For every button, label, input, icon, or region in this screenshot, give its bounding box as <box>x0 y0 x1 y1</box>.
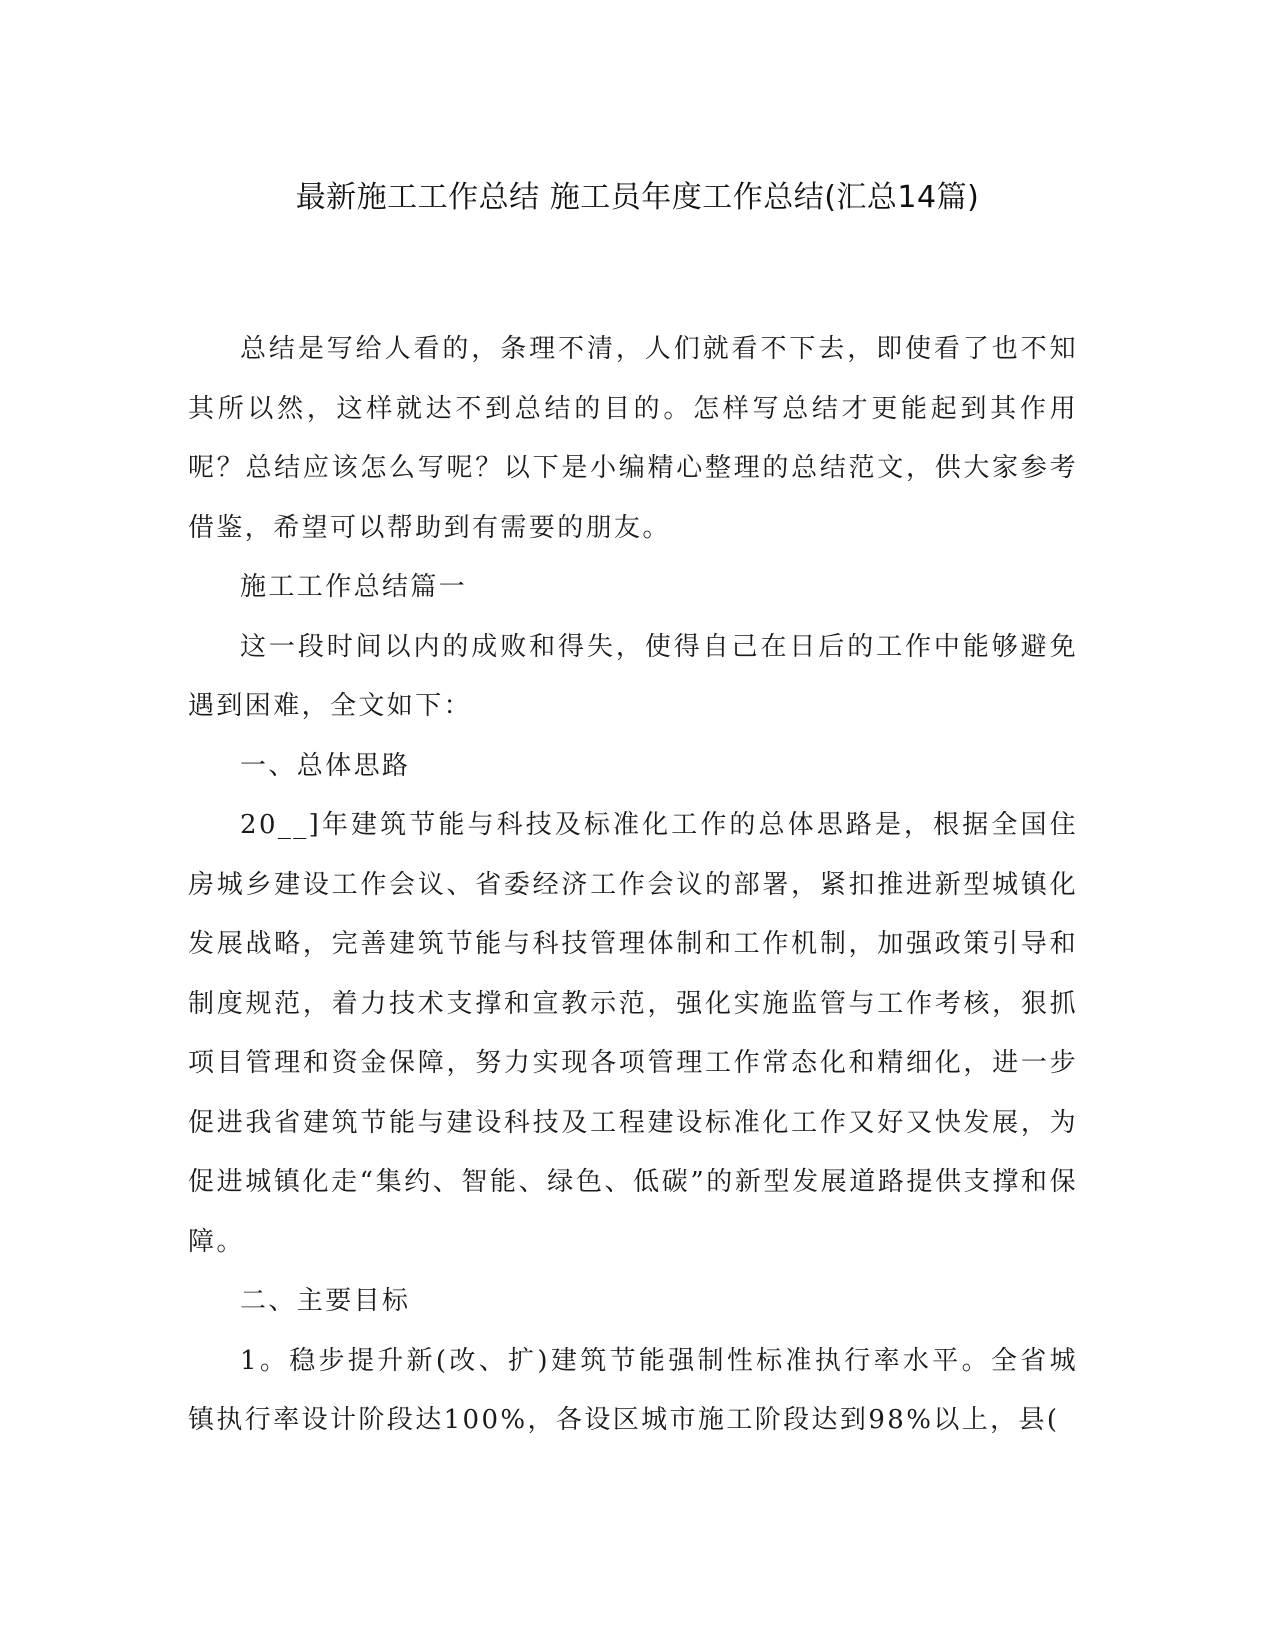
intro-paragraph: 总结是写给人看的，条理不清，人们就看不下去，即使看了也不知其所以然，这样就达不到总结的目的。怎样写总结才更能起到其作用呢？总结应该怎么写呢？以下是小编精心整理的总结范文，供大家参考借鉴，希望可以帮助到有需要的朋友。 <box>188 334 1078 543</box>
section-heading-main-goals: 二、主要目标 <box>240 1286 411 1316</box>
goal-item-1: 1。稳步提升新(改、扩)建筑节能强制性标准执行率水平。全省城镇执行率设计阶段达100%，各设区城市施工阶段达到98%以上，县( <box>188 1345 1078 1435</box>
lead-paragraph: 这一段时间以内的成败和得失，使得自己在日后的工作中能够避免遇到困难，全文如下： <box>188 631 1078 721</box>
document-title: 最新施工工作总结 施工员年度工作总结(汇总14篇) <box>295 180 980 215</box>
overall-approach-paragraph: 20__]年建筑节能与科技及标准化工作的总体思路是，根据全国住房城乡建设工作会议、省委经济工作会议的部署，紧扣推进新型城镇化发展战略，完善建筑节能与科技管理体制和工作机制，加强政策引导和制度规范，着力技术支撑和宣教示范，强化实施监管与工作考核，狠抓项目管理和资金保障，努力实现各项管理工作常态化和精细化，进一步促进我省建筑节能与建设科技及工程建设标准化工作又好又快发展，为促进城镇化走“集约、智能、绿色、低碳”的新型发展道路提供支撑和保障。 <box>188 810 1078 1257</box>
document-body <box>188 320 1078 1451</box>
section-heading-overall-approach: 一、总体思路 <box>240 750 411 781</box>
section-heading-part-one: 施工工作总结篇一 <box>240 572 468 602</box>
